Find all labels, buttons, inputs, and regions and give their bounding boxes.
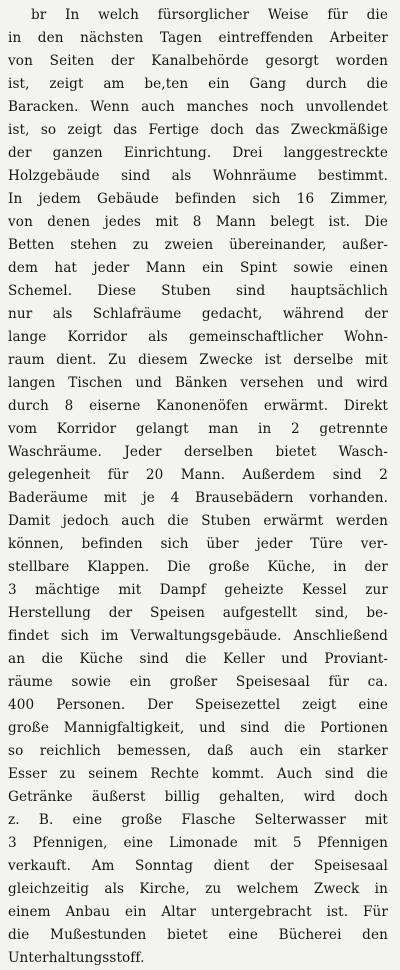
- article-line: durch 8 eiserne Kanonenöfen erwärmt. Direkt: [8, 398, 388, 414]
- article-line: Schemel. Diese Stuben sind hauptsächlich: [8, 283, 388, 299]
- article-line: z. B. eine große Flasche Selterwasser mit: [8, 812, 388, 828]
- article-line: der ganzen Einrichtung. Drei langgestreckte: [8, 145, 388, 161]
- article-line: Unterhaltungsstoff.: [8, 950, 145, 966]
- article-line: gleichzeitig als Kirche, zu welchem Zweck in: [8, 881, 388, 897]
- article-line: Betten stehen zu zweien übereinander, außer-: [8, 237, 388, 253]
- article-line: Baracken. Wenn auch manches noch unvollendet: [8, 99, 388, 115]
- article-line: 3 Pfennigen, eine Limonade mit 5 Pfennigen: [8, 835, 388, 851]
- article-line: nur als Schlafräume gedacht, während der: [8, 306, 388, 322]
- article-line: 3 mächtige mit Dampf geheizte Kessel zur: [8, 582, 388, 598]
- article-line: Herstellung der Speisen aufgestellt sind, be-: [8, 605, 388, 621]
- article-line: lange Korridor als gemeinschaftlicher Wohn-: [8, 329, 388, 345]
- article-line: einem Anbau ein Altar untergebracht ist. Für: [8, 904, 388, 920]
- article-line: große Mannigfaltigkeit, und sind die Portionen: [8, 720, 388, 736]
- article-line: räume sowie ein großer Speisesaal für ca.: [8, 674, 388, 690]
- article-line: Baderäume mit je 4 Brausebädern vorhanden.: [8, 490, 388, 506]
- article-line: raum dient. Zu diesem Zwecke ist derselbe mit: [8, 352, 388, 368]
- article-line: langen Tischen und Bänken versehen und wird: [8, 375, 388, 391]
- article-line: ist, zeigt am be,ten ein Gang durch die: [8, 76, 388, 92]
- article-line: Getränke äußerst billig gehalten, wird doch: [8, 789, 388, 805]
- article-line: ist, so zeigt das Fertige doch das Zweckmäßige: [8, 122, 388, 138]
- article-line: gelegenheit für 20 Mann. Außerdem sind 2: [8, 467, 388, 483]
- article-line: Damit jedoch auch die Stuben erwärmt werden: [8, 513, 388, 529]
- article-line: können, befinden sich über jeder Türe ver-: [8, 536, 388, 552]
- article-line: verkauft. Am Sonntag dient der Speisesaal: [8, 858, 388, 874]
- article-line: In jedem Gebäude befinden sich 16 Zimmer,: [8, 191, 388, 207]
- article-line: dem hat jeder Mann ein Spint sowie einen: [8, 260, 388, 276]
- article-line: von Seiten der Kanalbehörde gesorgt worden: [8, 53, 388, 69]
- article-line: in den nächsten Tagen eintreffenden Arbeiter: [8, 30, 388, 46]
- article-line: stellbare Klappen. Die große Küche, in der: [8, 559, 388, 575]
- article-line: br In welch fürsorglicher Weise für die: [31, 7, 388, 23]
- article-line: so reichlich bemessen, daß auch ein starker: [8, 743, 388, 759]
- article-line: 400 Personen. Der Speisezettel zeigt eine: [8, 697, 388, 713]
- article-line: die Mußestunden bietet eine Bücherei den: [8, 927, 388, 943]
- article-line: vom Korridor gelangt man in 2 getrennte: [8, 421, 388, 437]
- article-line: an die Küche sind die Keller und Proviant-: [8, 651, 388, 667]
- article-line: Waschräume. Jeder derselben bietet Wasch-: [8, 444, 388, 460]
- article-line: Holzgebäude sind als Wohnräume bestimmt.: [8, 168, 388, 184]
- article-line: findet sich im Verwaltungsgebäude. Anschließend: [8, 628, 388, 644]
- article-body: [8, 4, 388, 970]
- article-line: von denen jedes mit 8 Mann belegt ist. Die: [8, 214, 388, 230]
- article-line: Esser zu seinem Rechte kommt. Auch sind die: [8, 766, 388, 782]
